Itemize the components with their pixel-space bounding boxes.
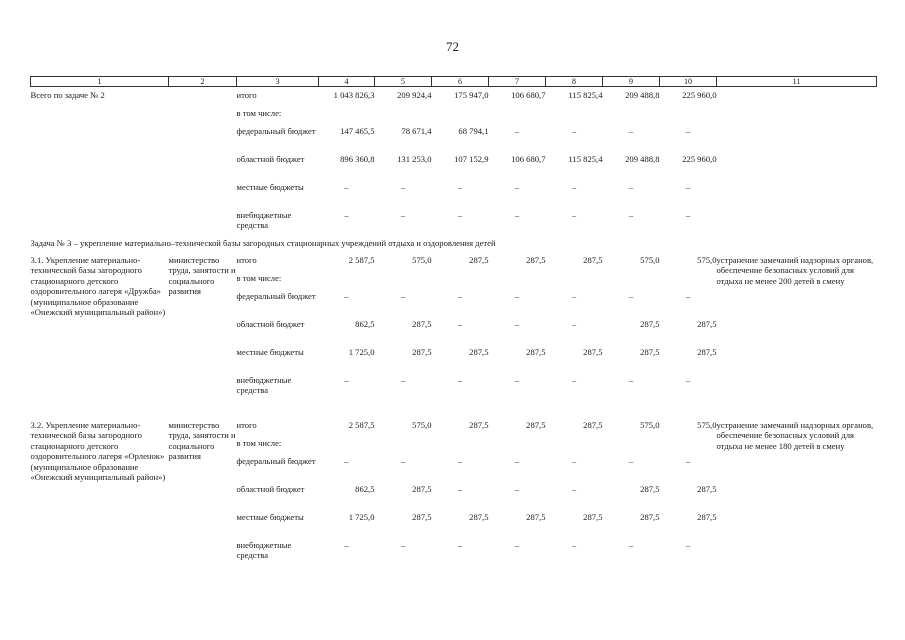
program-table: [30, 76, 877, 568]
cell-value: 287,5: [526, 420, 546, 430]
cell-value: –: [628, 375, 634, 385]
cell-value: –: [400, 375, 406, 385]
cell-value: –: [571, 456, 577, 466]
cell-value: –: [400, 182, 406, 192]
cell-value: 209 488,8: [625, 154, 660, 164]
cell-value: 131 253,0: [397, 154, 432, 164]
cell-value: 2 587,5: [348, 420, 375, 430]
label-federal: федеральный бюджет: [236, 456, 316, 466]
col-num-8: 8: [546, 77, 603, 87]
task3-heading-row: [31, 238, 877, 252]
task3-heading: Задача № 3 – укрепление материально–технической базы загородных стационарных учреждений отдыха и оздоровления детей: [30, 238, 496, 248]
cell-value: 287,5: [583, 420, 603, 430]
cell-value: –: [685, 126, 691, 136]
cell-value: 575,0: [697, 255, 717, 265]
cell-value: –: [628, 291, 634, 301]
cell-value: –: [571, 182, 577, 192]
cell-value: –: [571, 540, 577, 550]
page-number: 72: [446, 39, 459, 54]
cell-value: 1 725,0: [348, 347, 375, 357]
cell-value: –: [685, 540, 691, 550]
label-itogo: итого: [236, 255, 257, 265]
cell-value: 287,5: [469, 255, 489, 265]
cell-value: –: [514, 126, 520, 136]
label-itogo: итого: [236, 420, 257, 430]
col-num-7: 7: [489, 77, 546, 87]
cell-value: 287,5: [640, 512, 660, 522]
cell-value: –: [457, 319, 463, 329]
cell-value: 575,0: [697, 420, 717, 430]
cell-value: –: [457, 540, 463, 550]
cell-value: 575,0: [640, 420, 660, 430]
cell-value: –: [457, 291, 463, 301]
col-num-6: 6: [432, 77, 489, 87]
cell-value: –: [457, 484, 463, 494]
cell-value: 287,5: [697, 484, 717, 494]
label-federal: федеральный бюджет: [236, 126, 316, 136]
cell-value: 287,5: [697, 512, 717, 522]
item32-executor: министерство труда, занятости и социального развития: [168, 420, 236, 462]
cell-value: 287,5: [412, 484, 432, 494]
cell-value: –: [457, 456, 463, 466]
cell-value: –: [514, 182, 520, 192]
cell-value: 287,5: [697, 347, 717, 357]
label-v-tom-chisle: в том числе:: [236, 108, 282, 118]
cell-value: 106 680,7: [511, 154, 546, 164]
label-vnebudzh: внебюджетные средства: [236, 375, 292, 396]
cell-value: 287,5: [640, 347, 660, 357]
cell-value: 287,5: [469, 512, 489, 522]
cell-value: 287,5: [469, 420, 489, 430]
cell-value: –: [514, 375, 520, 385]
cell-value: –: [400, 456, 406, 466]
cell-value: –: [400, 210, 406, 220]
col-num-3: 3: [237, 77, 319, 87]
cell-value: –: [628, 126, 634, 136]
col-num-9: 9: [603, 77, 660, 87]
cell-value: 287,5: [526, 255, 546, 265]
cell-value: 68 794,1: [458, 126, 489, 136]
cell-value: 2 587,5: [348, 255, 375, 265]
item32-itogo-row: [31, 417, 877, 438]
cell-value: –: [344, 375, 349, 385]
cell-value: 287,5: [640, 484, 660, 494]
cell-value: –: [685, 182, 691, 192]
label-vnebudzh: внебюджетные средства: [236, 210, 292, 231]
cell-value: 147 465,5: [340, 126, 375, 136]
col-num-2: 2: [169, 77, 237, 87]
cell-value: 209 488,8: [625, 90, 660, 100]
label-itogo: итого: [236, 90, 257, 100]
cell-value: –: [628, 456, 634, 466]
cell-value: –: [514, 540, 520, 550]
total-task2-itogo-row: [31, 87, 877, 109]
cell-value: 287,5: [412, 347, 432, 357]
cell-value: 107 152,9: [454, 154, 489, 164]
column-number-header: [31, 77, 877, 87]
cell-value: 287,5: [412, 319, 432, 329]
cell-value: 287,5: [697, 319, 717, 329]
item31-executor: министерство труда, занятости и социального развития: [168, 255, 236, 297]
cell-value: 896 360,8: [340, 154, 375, 164]
cell-value: –: [344, 540, 349, 550]
item31-result: устранение замечаний надзорных органов, обеспечение безопасных условий для отдыха не менее 200 детей в смену: [716, 255, 874, 286]
label-federal: федеральный бюджет: [236, 291, 316, 301]
item31-title: 3.1. Укрепление материально-технической базы загородного стационарного детского оздоровительного лагеря «Дружба» (муниципальное образование «Онежский муниципальный район»): [30, 255, 166, 318]
cell-value: 1 725,0: [348, 512, 375, 522]
col-num-10: 10: [660, 77, 717, 87]
label-vnebudzh: внебюджетные средства: [236, 540, 292, 561]
cell-value: –: [344, 210, 349, 220]
cell-value: 115 825,4: [568, 90, 603, 100]
cell-value: 225 960,0: [682, 154, 717, 164]
cell-value: –: [344, 182, 349, 192]
cell-value: –: [400, 291, 406, 301]
label-mestnye: местные бюджеты: [236, 182, 304, 192]
cell-value: –: [571, 319, 577, 329]
cell-value: 575,0: [412, 420, 432, 430]
cell-value: –: [628, 182, 634, 192]
cell-value: 575,0: [640, 255, 660, 265]
cell-value: 287,5: [412, 512, 432, 522]
cell-value: 225 960,0: [682, 90, 717, 100]
cell-value: –: [571, 375, 577, 385]
cell-value: –: [344, 291, 349, 301]
cell-value: –: [571, 291, 577, 301]
cell-value: 287,5: [469, 347, 489, 357]
cell-value: 287,5: [583, 512, 603, 522]
label-oblast: областной бюджет: [236, 319, 305, 329]
cell-value: –: [457, 375, 463, 385]
label-oblast: областной бюджет: [236, 484, 305, 494]
label-mestnye: местные бюджеты: [236, 512, 304, 522]
cell-value: 78 671,4: [401, 126, 432, 136]
label-oblast: областной бюджет: [236, 154, 305, 164]
cell-value: 287,5: [640, 319, 660, 329]
cell-value: –: [514, 456, 520, 466]
cell-value: 287,5: [583, 255, 603, 265]
cell-value: 115 825,4: [568, 154, 603, 164]
label-v-tom-chisle: в том числе:: [236, 438, 282, 448]
cell-value: –: [571, 484, 577, 494]
cell-value: 287,5: [526, 347, 546, 357]
cell-value: –: [571, 126, 577, 136]
cell-value: –: [628, 210, 634, 220]
col-num-1: 1: [31, 77, 169, 87]
item32-title: 3.2. Укрепление материально-технической базы загородного стационарного детского оздоровительного лагеря «Орленок» (муниципальное образование «Онежский муниципальный район»): [30, 420, 166, 483]
item32-result: устранение замечаний надзорных органов, обеспечение безопасных условий для отдыха не менее 180 детей в смену: [716, 420, 874, 451]
cell-value: –: [514, 291, 520, 301]
cell-value: 862,5: [355, 319, 375, 329]
col-num-5: 5: [375, 77, 432, 87]
cell-value: 175 947,0: [454, 90, 489, 100]
cell-value: –: [571, 210, 577, 220]
cell-value: 575,0: [412, 255, 432, 265]
cell-value: –: [514, 484, 520, 494]
cell-value: –: [400, 540, 406, 550]
cell-value: –: [514, 319, 520, 329]
cell-value: 209 924,4: [397, 90, 432, 100]
cell-value: 862,5: [355, 484, 375, 494]
cell-value: –: [514, 210, 520, 220]
item31-itogo-row: [31, 252, 877, 273]
cell-value: –: [457, 182, 463, 192]
cell-value: –: [685, 291, 691, 301]
cell-value: 106 680,7: [511, 90, 546, 100]
col-num-11: 11: [717, 77, 877, 87]
cell-value: 287,5: [583, 347, 603, 357]
cell-value: –: [685, 456, 691, 466]
cell-value: 287,5: [526, 512, 546, 522]
cell-value: –: [457, 210, 463, 220]
cell-value: –: [344, 456, 349, 466]
cell-value: –: [685, 375, 691, 385]
cell-value: 1 043 826,3: [333, 90, 375, 100]
label-mestnye: местные бюджеты: [236, 347, 304, 357]
col-num-4: 4: [319, 77, 375, 87]
label-v-tom-chisle: в том числе:: [236, 273, 282, 283]
cell-value: –: [685, 210, 691, 220]
total-task2-title: Всего по задаче № 2: [30, 90, 105, 100]
cell-value: –: [628, 540, 634, 550]
